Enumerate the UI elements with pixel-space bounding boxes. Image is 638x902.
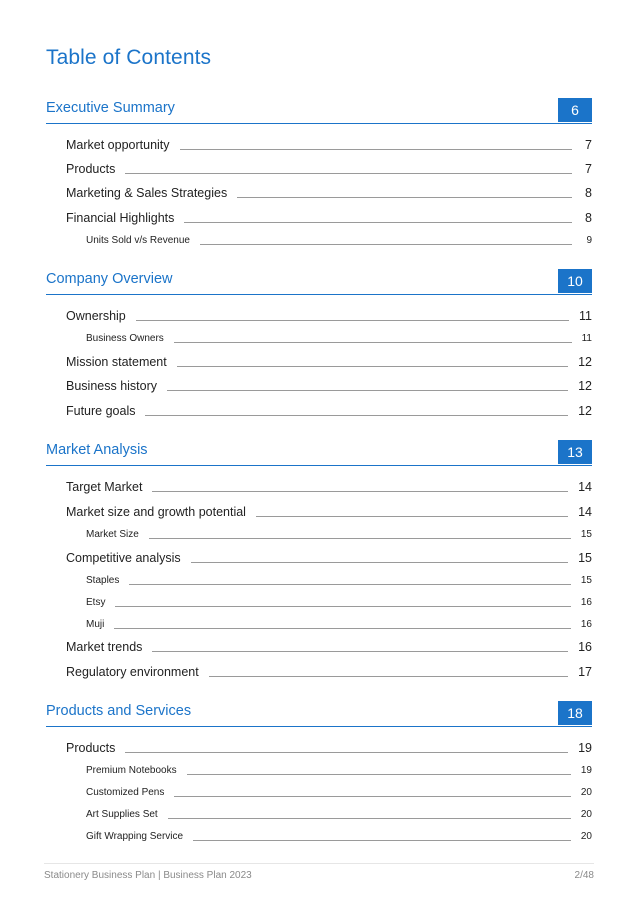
toc-entry-label: Art Supplies Set (86, 809, 158, 820)
toc-entry[interactable] (66, 308, 592, 322)
toc-entry-page: 8 (585, 185, 592, 200)
toc-subentry[interactable] (86, 786, 592, 798)
toc-entry[interactable] (66, 403, 592, 417)
toc-entry-label: Market Size (86, 529, 139, 540)
toc-entry[interactable] (66, 354, 592, 368)
toc-entry-page: 11 (581, 333, 592, 344)
section-header-products-and-services[interactable] (46, 702, 592, 727)
toc-entry[interactable] (66, 664, 592, 678)
section-title: Products and Services (46, 703, 192, 719)
dot-leader (145, 415, 568, 416)
toc-subentry[interactable] (86, 596, 592, 608)
section-page-badge: 6 (558, 98, 592, 122)
toc-subentry[interactable] (86, 830, 592, 842)
dot-leader (114, 628, 571, 629)
dot-leader (115, 606, 570, 607)
dot-leader (193, 840, 571, 841)
toc-entry-page: 20 (580, 831, 592, 842)
toc-subentry[interactable] (86, 332, 592, 344)
toc-entry-page: 17 (578, 664, 592, 679)
section-header-company-overview[interactable] (46, 270, 592, 295)
toc-entry-page: 20 (580, 787, 592, 798)
toc-subentry[interactable] (86, 618, 592, 630)
toc-subentry[interactable] (86, 234, 592, 246)
dot-leader (200, 244, 572, 245)
toc-entry-label: Customized Pens (86, 787, 165, 798)
toc-entry-label: Business history (66, 378, 158, 393)
dot-leader (174, 342, 572, 343)
toc-entry-page: 7 (585, 161, 592, 176)
toc-entry-label: Products (66, 740, 116, 755)
toc-entry-label: Market opportunity (66, 137, 170, 152)
toc-entry-label: Muji (86, 619, 105, 630)
dot-leader (184, 222, 572, 223)
toc-entry-page: 12 (578, 378, 592, 393)
page-title: Table of Contents (46, 46, 212, 69)
toc-entry-label: Market trends (66, 639, 143, 654)
dot-leader (136, 320, 569, 321)
dot-leader (191, 562, 568, 563)
toc-entry-label: Target Market (66, 479, 143, 494)
toc-entry[interactable] (66, 378, 592, 392)
section-title: Market Analysis (46, 442, 148, 458)
footer-divider (44, 863, 594, 864)
toc-entry-page: 12 (578, 403, 592, 418)
toc-entry[interactable] (66, 161, 592, 175)
toc-entry-page: 19 (580, 765, 592, 776)
dot-leader (237, 197, 572, 198)
toc-entry-page: 14 (578, 479, 592, 494)
toc-entry-label: Ownership (66, 308, 126, 323)
toc-entry-page: 14 (578, 504, 592, 519)
toc-entry-label: Mission statement (66, 354, 167, 369)
toc-subentry[interactable] (86, 574, 592, 586)
toc-entry-page: 15 (580, 575, 592, 586)
toc-entry-label: Market size and growth potential (66, 504, 246, 519)
toc-entry[interactable] (66, 740, 592, 754)
dot-leader (174, 796, 571, 797)
toc-subentry[interactable] (86, 764, 592, 776)
dot-leader (256, 516, 568, 517)
section-page-badge: 13 (558, 440, 592, 464)
toc-entry[interactable] (66, 210, 592, 224)
toc-entry-label: Regulatory environment (66, 664, 199, 679)
dot-leader (187, 774, 571, 775)
toc-entry[interactable] (66, 137, 592, 151)
toc-entry-page: 15 (580, 529, 592, 540)
toc-entry-label: Competitive analysis (66, 550, 181, 565)
section-page-badge: 18 (558, 701, 592, 725)
toc-entry[interactable] (66, 639, 592, 653)
toc-entry-label: Gift Wrapping Service (86, 831, 184, 842)
toc-entry[interactable] (66, 550, 592, 564)
toc-entry[interactable] (66, 479, 592, 493)
toc-entry-page: 9 (586, 235, 592, 246)
toc-entry-page: 16 (580, 597, 592, 608)
toc-entry-page: 19 (578, 740, 592, 755)
toc-entry-page: 20 (580, 809, 592, 820)
toc-subentry[interactable] (86, 528, 592, 540)
toc-entry-label: Future goals (66, 403, 136, 418)
dot-leader (152, 491, 568, 492)
dot-leader (177, 366, 568, 367)
toc-entry[interactable] (66, 504, 592, 518)
toc-entry-page: 16 (580, 619, 592, 630)
dot-leader (152, 651, 568, 652)
toc-subentry[interactable] (86, 808, 592, 820)
dot-leader (167, 390, 568, 391)
toc-entry-page: 11 (579, 308, 592, 323)
toc-entry[interactable] (66, 185, 592, 199)
toc-entry-label: Business Owners (86, 333, 164, 344)
dot-leader (180, 149, 572, 150)
toc-entry-label: Products (66, 161, 116, 176)
dot-leader (149, 538, 571, 539)
toc-entry-label: Etsy (86, 597, 106, 608)
section-title: Executive Summary (46, 100, 175, 116)
dot-leader (129, 584, 571, 585)
dot-leader (209, 676, 568, 677)
section-title: Company Overview (46, 271, 173, 287)
footer-document-title: Stationery Business Plan | Business Plan 2023 (44, 870, 252, 881)
section-header-market-analysis[interactable] (46, 441, 592, 466)
footer-page-number: 2/48 (574, 870, 594, 881)
toc-entry-label: Premium Notebooks (86, 765, 177, 776)
dot-leader (125, 752, 568, 753)
toc-entry-label: Units Sold v/s Revenue (86, 235, 190, 246)
toc-entry-page: 15 (578, 550, 592, 565)
toc-entry-label: Marketing & Sales Strategies (66, 185, 228, 200)
toc-entry-label: Financial Highlights (66, 210, 175, 225)
section-page-badge: 10 (558, 269, 592, 293)
dot-leader (125, 173, 572, 174)
section-header-executive-summary[interactable] (46, 99, 592, 124)
toc-entry-page: 7 (585, 137, 592, 152)
toc-entry-page: 16 (578, 639, 592, 654)
toc-entry-label: Staples (86, 575, 120, 586)
toc-entry-page: 12 (578, 354, 592, 369)
toc-entry-page: 8 (585, 210, 592, 225)
dot-leader (168, 818, 571, 819)
